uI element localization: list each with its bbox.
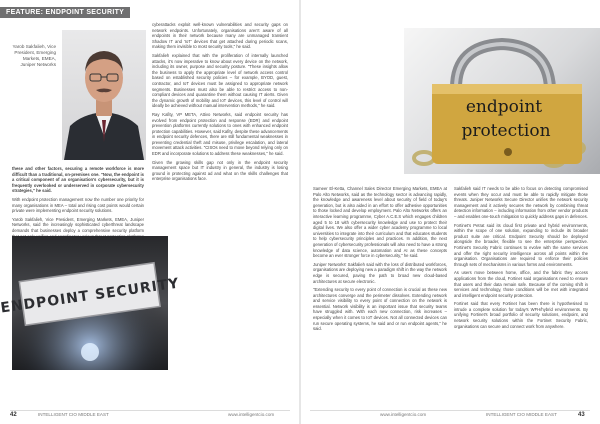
paragraph: Yarob Sakfalieh, Vice President, Emerging Markets, EMEA, Juniper Networks, said the increasingly sophisticated cyberthreat landscape demands that businesses deploy a comprehensive security platform (12, 216, 144, 233)
endpoint-security-sign: ENDPOINT SECURITY (0, 275, 181, 317)
paragraph: Fortinet's Petrat said its cloud first private and hybrid environments, within the scope of one solution, expanding to include its broader product suite are critical. Endpoint Security should be deployed alongside the broader, flexible to see the enterprise perspective. Fortinet's Security Fabric continues to evolve with the same services and offer the right security intelligence across all points within the organisation. Organisations are required to enforce their policies through sets of mechanisms in various forms and environments. (454, 222, 588, 267)
section-label: FEATURE: ENDPOINT SECURITY (0, 7, 130, 18)
paragraph: cyberattacks exploit well-known vulnerabilities and security gaps on network endpoints. Unfortunately, organisations aren't aware of all endpoints in their network because many are unmanaged transient Shadow IT and 'IoT' devices that get attached during periodic scans, making them invisible to most security tools," he said. (152, 22, 288, 50)
portrait-caption: Yarob Sakfalieh, Vice President, Emerging Markets, EMEA, Juniper Networks (12, 44, 56, 67)
page-number: 42 (10, 412, 17, 418)
portrait-figure (62, 30, 146, 160)
paragraph: Juniper Networks' Sakfalieh said with the loss of distributed workforces, organisations are deploying new a paradigm shift in the way the network edge is secured, paving the path to broad new cloud-based architectures at secure electronic. (313, 261, 447, 284)
right-footer (310, 411, 590, 419)
paragraph: As users move between home, office, and the fabric they access applications from the cloud, Fortinet said organisations need to ensure that users and their data remain safe. Because of the coming shift in services and technology, those conditions will be met with integrated and intelligent endpoint security protection. (454, 270, 588, 298)
paragraph: Ray Kafity, VP META, Attivo Networks, said endpoint security has evolved from endpoint protection and response (EDR) and endpoint prevention platforms currently solutions to ones with enhanced endpoint protection capabilities. However, said Kafity, despite these advancements in endpoint security defences, there are still fundamental weaknesses in preventing credential theft and misuse, privilege escalation, and lateral movement attack activities. "CISOs need to move beyond relying only on EDR and incorporate solutions to address these weaknesses," he said. (152, 111, 288, 157)
padlock-word: endpoint (465, 97, 543, 117)
page-number: 43 (578, 412, 585, 418)
left-page (0, 0, 299, 424)
left-footer (10, 411, 290, 419)
right-column-1 (313, 186, 447, 335)
paragraph: Fortinet said that every Fortinet has been there is hypothesised to intrude a complete solution for today's WFH/hybrid environments. By unifying Fortinet's broad portfolio of security solutions, endpoint, and network security solutions within the Fortinet Security Fabric, organisations can secure and connect work from anywhere. (454, 301, 588, 329)
padlock-photo (404, 28, 600, 174)
website-url: www.intelligentcio.com (380, 412, 427, 417)
paragraph: Given the growing skills gap not only in the endpoint security management space but IT industry in general, the industry is losing ground in protecting against ad and what on the skills challenges that enterprise organisations face. (152, 159, 288, 182)
right-column-2 (454, 186, 588, 332)
paragraph: Sakfalieh said IT needs to be able to focus on detecting compromised events when they occur and must be able to rapidly mitigate those threats. Juniper Networks Secure Director unifies the network security management and it actively secures the network by combining threat detection information – including information from other vendor products – and enables one-touch mitigation to quickly address gaps in defences. (454, 186, 588, 219)
portrait-photo (62, 30, 146, 160)
left-column-2 (152, 22, 288, 185)
publication-name: INTELLIGENT CIO MIDDLE EAST (37, 412, 109, 417)
paragraph: With endpoint protection management now the number one priority for many organisations in MEA – total and rising cost points would certain private were implementing endpoint security solutions. (12, 196, 144, 214)
paragraph: "Extending security to every point of connection is crucial as these new architectures converge and the perimeter dissolves. Extending network and service visibility to every point of connection on the network is essential. Network visibility is an important issue that security teams have struggled with. With each new connection, risk increases – especially when it comes to IoT devices. Not all connected devices can run secure operating systems, he said and or run endpoint agents," he said. (313, 287, 447, 332)
padlock-word: protection (461, 121, 551, 141)
padlock-graphic (404, 28, 600, 174)
endpoint-security-graphic (0, 236, 181, 370)
paragraph: Sakfalieh explained that with the proliferation of internally launched attacks, it's now imperative to know about every device on the network, including its owner, purpose and security posture. "These insights allow the business to apply the appropriate level of network access control based on established security policies – for example, BYOD, guest, contractor, and IoT devices must be assigned to appropriate network segments. Businesses must also be able to restrict access to non-compliant devices and quarantine them without causing IT alerts. Given the dynamic growth of mobility and IoT devices, this level of control will ideally be achieved without manual intervention methods," he said. (152, 52, 288, 109)
paragraph: Sameer El-Ketta, Channel Sales Director Emerging Markets, EMEA at Palo Alto Networks, said as the technology sector is advancing rapidly, the knowledge and awareness level about security of field of today's generation, but is also aided in an effort to offer adhesive opportunities to those locked and develop employment. Palo Alto Networks offers an interactive learning programme, Cyber A.C.E.S which engages children aged 5 to 18 with cybersecurity knowledge and use to protect their digital lives. We also offer a wider cyber academy programme to local universities to integrate into their curriculum and that educates students to help cybersecurity principles and practices. In addition, the next generation of cybersecurity professionals will also need to have a strong knowledge of data science, automation and AI as these concepts become an ever stronger force in cybersecurity," he said. (313, 186, 447, 259)
website-url: www.intelligentcio.com (228, 412, 275, 417)
paragraph: these and other factors, securing a remote workforce is more difficult than a traditional, on-premises one. "Now, the endpoint is a critical component of an organisation's cybersecurity, but it is frequently overlooked or underserved in corporate cybersecurity strategies," he said. (12, 166, 144, 194)
publication-name: INTELLIGENT CIO MIDDLE EAST (486, 412, 557, 417)
endpoint-security-photo (0, 236, 181, 370)
